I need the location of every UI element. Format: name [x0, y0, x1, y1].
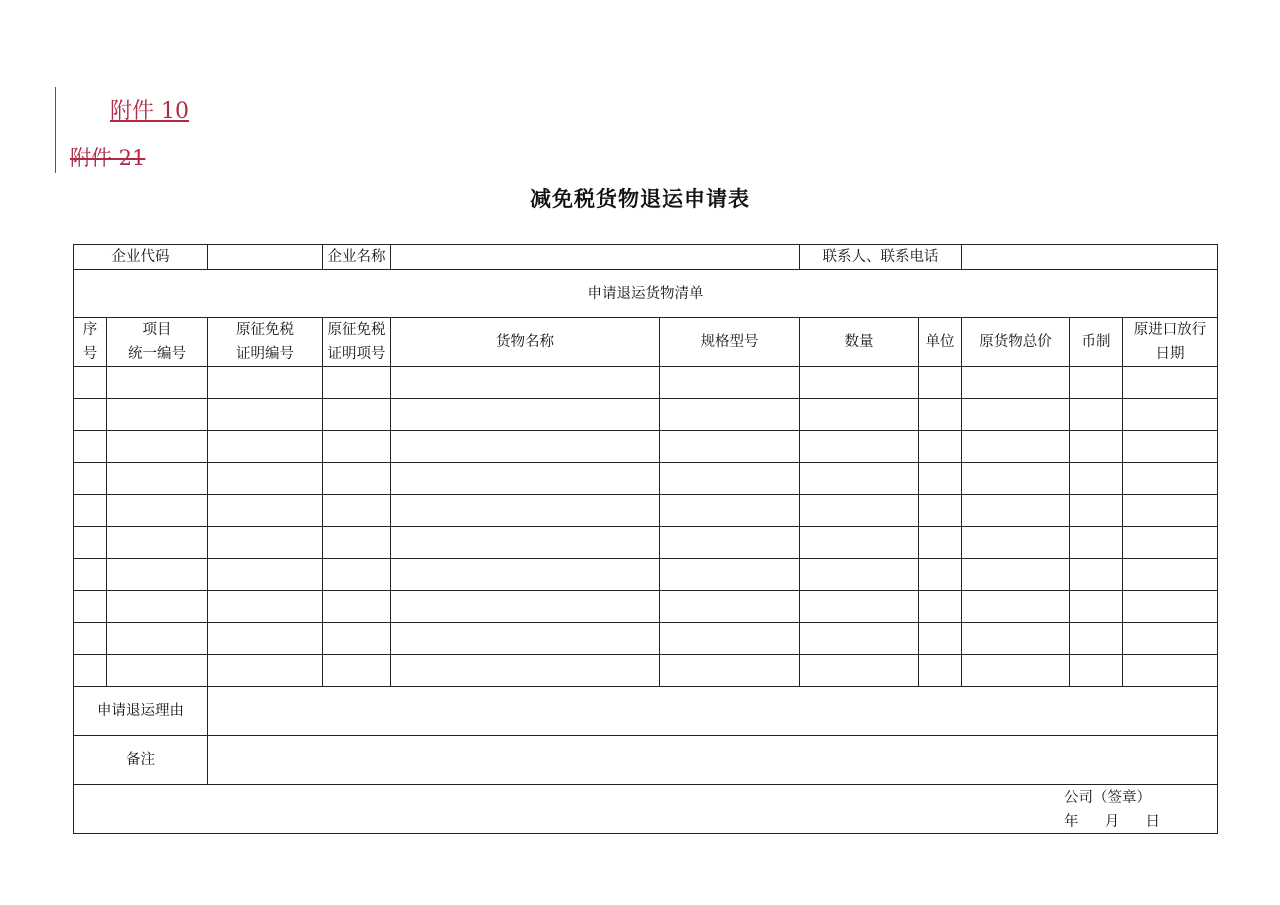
- table-cell[interactable]: [1070, 623, 1123, 655]
- table-cell[interactable]: [391, 559, 660, 591]
- table-cell[interactable]: [1070, 559, 1123, 591]
- table-cell[interactable]: [323, 431, 391, 463]
- column-header: 项目 统一编号: [107, 318, 208, 367]
- column-header: 序 号: [74, 318, 107, 367]
- table-cell[interactable]: [208, 623, 323, 655]
- table-cell[interactable]: [962, 623, 1070, 655]
- table-row: [74, 655, 1218, 687]
- company-seal-label: 公司（签章）: [1064, 790, 1151, 806]
- table-cell[interactable]: [107, 591, 208, 623]
- table-cell[interactable]: [1123, 527, 1218, 559]
- attachment-label-deleted: 附件 21: [70, 146, 146, 170]
- table-cell[interactable]: [962, 367, 1070, 399]
- table-cell[interactable]: [1123, 367, 1218, 399]
- table-cell[interactable]: [391, 591, 660, 623]
- table-cell[interactable]: [962, 495, 1070, 527]
- table-cell[interactable]: [919, 367, 962, 399]
- table-cell[interactable]: [919, 559, 962, 591]
- signature-area[interactable]: [74, 785, 1218, 834]
- table-cell[interactable]: [660, 367, 800, 399]
- table-cell[interactable]: [107, 463, 208, 495]
- list-title: 申请退运货物清单: [74, 270, 1218, 318]
- column-header: 原征免税 证明项号: [323, 318, 391, 367]
- table-cell[interactable]: [1123, 623, 1218, 655]
- table-cell[interactable]: [962, 559, 1070, 591]
- table-cell[interactable]: [391, 367, 660, 399]
- table-cell[interactable]: [962, 463, 1070, 495]
- table-cell[interactable]: [1070, 367, 1123, 399]
- table-cell[interactable]: [74, 655, 107, 687]
- table-cell[interactable]: [391, 527, 660, 559]
- table-cell[interactable]: [660, 559, 800, 591]
- goods-list: [74, 367, 1218, 687]
- table-cell[interactable]: [800, 527, 919, 559]
- table-cell[interactable]: [323, 399, 391, 431]
- table-cell[interactable]: [74, 399, 107, 431]
- table-cell[interactable]: [391, 463, 660, 495]
- document-title: 减免税货物退运申请表: [530, 187, 750, 211]
- table-cell[interactable]: [660, 463, 800, 495]
- table-cell[interactable]: [391, 399, 660, 431]
- column-header: 原货物总价: [962, 318, 1070, 367]
- table-cell[interactable]: [208, 367, 323, 399]
- table-cell[interactable]: [800, 431, 919, 463]
- return-application-form: [73, 244, 1218, 834]
- table-cell[interactable]: [391, 431, 660, 463]
- table-cell[interactable]: [1123, 655, 1218, 687]
- attachment-label-current: 附件 10: [110, 99, 189, 124]
- table-cell[interactable]: [800, 495, 919, 527]
- table-cell[interactable]: [919, 527, 962, 559]
- table-cell[interactable]: [660, 655, 800, 687]
- table-cell[interactable]: [391, 623, 660, 655]
- enterprise-name-label: 企业名称: [323, 245, 391, 270]
- list-title-row: [74, 270, 1218, 318]
- table-cell[interactable]: [800, 463, 919, 495]
- remarks-label: 备注: [74, 736, 208, 785]
- table-cell[interactable]: [800, 623, 919, 655]
- table-cell[interactable]: [323, 591, 391, 623]
- table-cell[interactable]: [1070, 591, 1123, 623]
- table-cell[interactable]: [962, 527, 1070, 559]
- table-cell[interactable]: [800, 367, 919, 399]
- table-cell[interactable]: [323, 623, 391, 655]
- table-row: [74, 559, 1218, 591]
- column-header: 单位: [919, 318, 962, 367]
- table-cell[interactable]: [800, 655, 919, 687]
- table-cell[interactable]: [107, 527, 208, 559]
- table-cell[interactable]: [391, 655, 660, 687]
- table-cell[interactable]: [1070, 431, 1123, 463]
- table-cell[interactable]: [962, 655, 1070, 687]
- table-cell[interactable]: [74, 559, 107, 591]
- contact-field[interactable]: [962, 245, 1218, 270]
- table-cell[interactable]: [1123, 399, 1218, 431]
- table-cell[interactable]: [660, 495, 800, 527]
- reason-label: 申请退运理由: [74, 687, 208, 736]
- table-cell[interactable]: [208, 431, 323, 463]
- table-cell[interactable]: [962, 399, 1070, 431]
- year-label: 年: [1064, 814, 1079, 830]
- column-header-row: [74, 318, 1218, 367]
- table-cell[interactable]: [919, 655, 962, 687]
- table-cell[interactable]: [74, 495, 107, 527]
- enterprise-code-label: 企业代码: [74, 245, 208, 270]
- column-header: 数量: [800, 318, 919, 367]
- table-cell[interactable]: [800, 559, 919, 591]
- column-header: 规格型号: [660, 318, 800, 367]
- table-cell[interactable]: [107, 399, 208, 431]
- table-cell[interactable]: [208, 591, 323, 623]
- remarks-field[interactable]: [208, 736, 1218, 785]
- table-cell[interactable]: [1070, 527, 1123, 559]
- table-cell[interactable]: [107, 559, 208, 591]
- table-cell[interactable]: [660, 431, 800, 463]
- reason-field[interactable]: [208, 687, 1218, 736]
- table-cell[interactable]: [919, 463, 962, 495]
- table-cell[interactable]: [919, 623, 962, 655]
- table-cell[interactable]: [208, 655, 323, 687]
- column-header: 货物名称: [391, 318, 660, 367]
- table-cell[interactable]: [660, 591, 800, 623]
- table-cell[interactable]: [323, 367, 391, 399]
- sign-date: [1064, 810, 1160, 834]
- table-cell[interactable]: [660, 399, 800, 431]
- table-cell[interactable]: [660, 527, 800, 559]
- table-cell[interactable]: [1123, 431, 1218, 463]
- table-cell[interactable]: [74, 591, 107, 623]
- table-cell[interactable]: [1070, 399, 1123, 431]
- table-cell[interactable]: [919, 431, 962, 463]
- table-cell[interactable]: [208, 463, 323, 495]
- remarks-row: [74, 736, 1218, 785]
- table-cell[interactable]: [107, 431, 208, 463]
- table-row: [74, 495, 1218, 527]
- table-cell[interactable]: [74, 463, 107, 495]
- table-cell[interactable]: [660, 623, 800, 655]
- table-cell[interactable]: [323, 463, 391, 495]
- table-cell[interactable]: [1123, 559, 1218, 591]
- revision-bar: [55, 87, 56, 173]
- table-row: [74, 527, 1218, 559]
- table-cell[interactable]: [107, 367, 208, 399]
- table-cell[interactable]: [323, 495, 391, 527]
- table-cell[interactable]: [919, 591, 962, 623]
- table-cell[interactable]: [74, 431, 107, 463]
- column-header: 币制: [1070, 318, 1123, 367]
- table-cell[interactable]: [323, 559, 391, 591]
- table-cell[interactable]: [208, 399, 323, 431]
- signature-row: [74, 785, 1218, 834]
- enterprise-name-field[interactable]: [391, 245, 800, 270]
- table-cell[interactable]: [1123, 463, 1218, 495]
- table-row: [74, 463, 1218, 495]
- table-cell[interactable]: [1070, 495, 1123, 527]
- header-row: [74, 245, 1218, 270]
- column-header: 原征免税 证明编号: [208, 318, 323, 367]
- table-cell[interactable]: [1070, 463, 1123, 495]
- column-header: 原进口放行 日期: [1123, 318, 1218, 367]
- table-cell[interactable]: [919, 495, 962, 527]
- table-row: [74, 623, 1218, 655]
- table-row: [74, 399, 1218, 431]
- day-label: 日: [1145, 814, 1160, 830]
- table-cell[interactable]: [107, 495, 208, 527]
- table-cell[interactable]: [208, 527, 323, 559]
- table-cell[interactable]: [107, 623, 208, 655]
- table-cell[interactable]: [1123, 591, 1218, 623]
- table-cell[interactable]: [74, 367, 107, 399]
- table-cell[interactable]: [323, 527, 391, 559]
- table-cell[interactable]: [1123, 495, 1218, 527]
- table-cell[interactable]: [74, 527, 107, 559]
- table-cell[interactable]: [391, 495, 660, 527]
- enterprise-code-field[interactable]: [208, 245, 323, 270]
- table-cell[interactable]: [74, 623, 107, 655]
- table-cell[interactable]: [800, 399, 919, 431]
- table-cell[interactable]: [962, 431, 1070, 463]
- reason-row: [74, 687, 1218, 736]
- table-row: [74, 591, 1218, 623]
- table-cell[interactable]: [1070, 655, 1123, 687]
- month-label: 月: [1104, 814, 1120, 830]
- table-cell[interactable]: [962, 591, 1070, 623]
- table-cell[interactable]: [208, 495, 323, 527]
- table-row: [74, 367, 1218, 399]
- table-cell[interactable]: [323, 655, 391, 687]
- table-cell[interactable]: [919, 399, 962, 431]
- table-row: [74, 431, 1218, 463]
- table-cell[interactable]: [800, 591, 919, 623]
- table-cell[interactable]: [208, 559, 323, 591]
- contact-label: 联系人、联系电话: [800, 245, 962, 270]
- table-cell[interactable]: [107, 655, 208, 687]
